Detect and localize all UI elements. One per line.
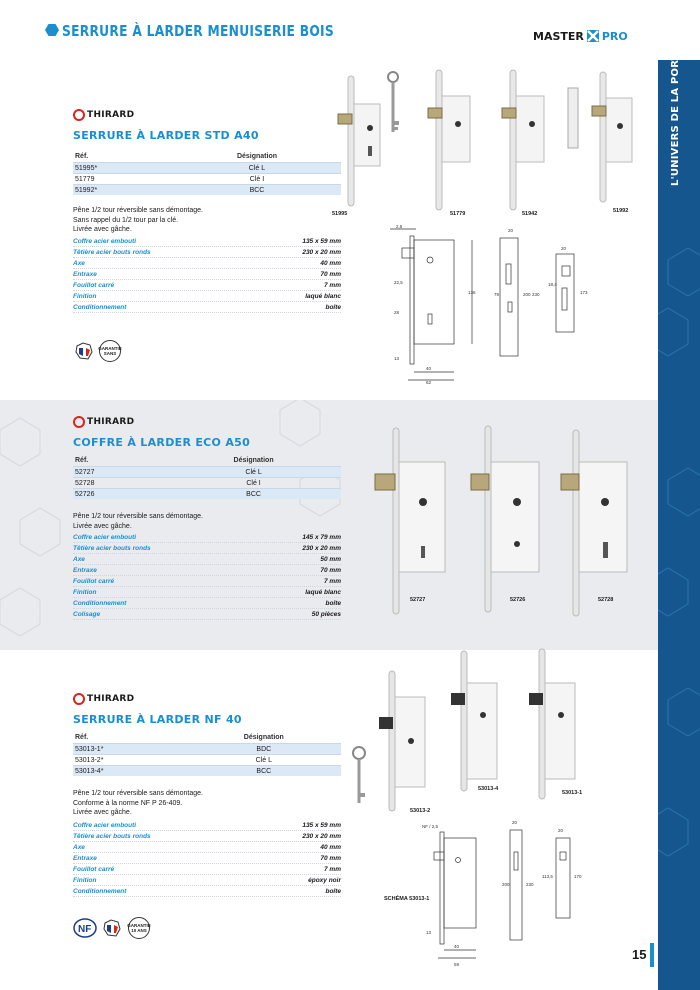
svg-text:62: 62	[426, 380, 432, 384]
svg-text:59: 59	[454, 962, 460, 966]
spec-row: Finition époxy noir	[73, 875, 341, 886]
lock-photos	[345, 645, 595, 825]
image-label: 51779	[450, 211, 466, 217]
col-designation: Désignation	[236, 152, 277, 160]
svg-text:173: 173	[580, 290, 588, 295]
hexagon-bullet-icon	[45, 24, 59, 36]
image-label: 51942	[522, 211, 538, 217]
key-icon	[353, 747, 365, 803]
table-row: 52728 Clé I	[73, 478, 341, 489]
guarantee-badge: GARANTIE 10 ANS	[128, 917, 150, 939]
spec-row: Coffre acier embouti 145 x 79 mm	[73, 532, 341, 543]
page-number-bar	[650, 943, 654, 967]
svg-text:40: 40	[454, 944, 460, 949]
lock-52727	[375, 428, 445, 614]
page-title: SERRURE À LARDER MENUISERIE BOIS	[62, 22, 334, 40]
thirard-logo: THIRARD	[73, 415, 134, 429]
table-row: 53013-2* Clé L	[73, 755, 341, 766]
page-number: 15	[632, 947, 647, 962]
lock-photos	[330, 66, 650, 226]
spec-row: Entraxe 70 mm	[73, 565, 341, 576]
svg-text:NF: NF	[78, 924, 92, 935]
col-ref: Réf.	[75, 733, 89, 741]
image-label: 53013-4	[478, 786, 499, 792]
image-label: 52726	[510, 597, 526, 603]
svg-text:200: 200	[523, 292, 531, 297]
spec-row: Têtière acier bouts ronds 230 x 20 mm	[73, 247, 341, 258]
svg-text:20: 20	[512, 820, 518, 825]
svg-text:40: 40	[426, 366, 432, 371]
svg-text:113,5: 113,5	[542, 874, 553, 879]
guarantee-badge: GARANTIE SANS	[99, 340, 121, 362]
col-ref: Réf.	[75, 152, 89, 160]
spec-row: Coffre acier embouti 135 x 59 mm	[73, 236, 341, 247]
reference-table	[73, 150, 341, 195]
svg-text:230: 230	[532, 292, 540, 297]
spec-row: Finition laqué blanc	[73, 587, 341, 598]
svg-text:170: 170	[574, 874, 582, 879]
table-row: 51995* Clé L	[73, 163, 341, 174]
spec-row: Axe 40 mm	[73, 258, 341, 269]
thirard-ring-icon	[73, 416, 85, 428]
table-row: 53013-1* BDC	[73, 744, 341, 755]
svg-text:13: 13	[426, 930, 432, 935]
spec-row: Axe 50 mm	[73, 554, 341, 565]
spec-list	[73, 820, 341, 897]
svg-text:20: 20	[508, 228, 514, 233]
lock-53013-2	[379, 671, 425, 811]
schema-label: SCHÉMA 53013-1	[384, 896, 430, 902]
spec-row: Têtière acier bouts ronds 230 x 20 mm	[73, 543, 341, 554]
product-description: Pêne 1/2 tour réversible sans démontage. Sans rappel du 1/2 tour par la clé. Livrée avec gâche.	[73, 207, 203, 233]
image-label: 52728	[598, 597, 614, 603]
lock-51992	[568, 72, 632, 202]
image-label: 52727	[410, 597, 426, 603]
lock-52728	[561, 430, 627, 616]
thirard-logo: THIRARD	[73, 692, 134, 706]
spec-row: Finition laqué blanc	[73, 291, 341, 302]
spec-row: Têtière acier bouts ronds 230 x 20 mm	[73, 831, 341, 842]
spec-row: Entraxe 70 mm	[73, 269, 341, 280]
col-designation: Désignation	[243, 733, 284, 741]
nf-logo	[73, 917, 97, 939]
svg-text:22,5: 22,5	[394, 280, 403, 285]
reference-table	[73, 454, 341, 499]
spec-row: Fouillot carré 7 mm	[73, 576, 341, 587]
svg-text:2,5: 2,5	[396, 224, 403, 229]
thirard-ring-icon	[73, 693, 85, 705]
brand-master: MASTER	[533, 29, 584, 43]
france-map-icon	[101, 917, 123, 939]
thirard-ring-icon	[73, 109, 85, 121]
hex-pattern-decoration	[658, 46, 700, 990]
key-icon	[388, 72, 399, 132]
svg-text:20: 20	[558, 828, 564, 833]
table-row: 53013-4* BCC	[73, 766, 341, 777]
svg-text:200: 200	[502, 882, 510, 887]
technical-drawing	[420, 818, 600, 966]
reference-table	[73, 731, 341, 776]
lock-53013-4	[451, 651, 497, 791]
svg-text:79: 79	[494, 292, 500, 297]
spec-row: Fouillot carré 7 mm	[73, 280, 341, 291]
col-designation: Désignation	[233, 456, 274, 464]
side-tab-label: L'UNIVERS DE LA PORTE	[670, 46, 681, 186]
image-label: 51995	[332, 211, 348, 217]
masterpro-star-icon	[585, 28, 601, 44]
lock-52726	[471, 426, 539, 612]
spec-row: Coffre acier embouti 135 x 59 mm	[73, 820, 341, 831]
svg-text:NF / 2,5: NF / 2,5	[422, 824, 439, 829]
image-label: 53013-2	[410, 808, 431, 814]
masterpro-logo	[533, 26, 628, 46]
col-ref: Réf.	[75, 456, 89, 464]
svg-text:28: 28	[394, 310, 400, 315]
side-tab	[658, 46, 700, 990]
image-label: 53013-1	[562, 790, 583, 796]
table-row: 51779 Clé I	[73, 174, 341, 185]
table-row: 52727 Clé L	[73, 467, 341, 478]
section-title: SERRURE À LARDER NF 40	[73, 713, 242, 726]
table-row: 52726 BCC	[73, 489, 341, 500]
spec-row: Conditionnement boîte	[73, 302, 341, 313]
svg-text:20: 20	[561, 246, 567, 251]
svg-text:13: 13	[394, 356, 400, 361]
svg-text:230: 230	[526, 882, 534, 887]
spec-list	[73, 236, 341, 313]
svg-text:18,4: 18,4	[548, 282, 557, 287]
france-map-icon	[73, 340, 95, 362]
image-label: 51992	[613, 208, 629, 214]
product-description: Pêne 1/2 tour réversible sans démontage. Conforme à la norme NF P 26-409. Livrée avec gâche.	[73, 790, 203, 816]
svg-text:136: 136	[468, 290, 476, 295]
spec-row: Axe 40 mm	[73, 842, 341, 853]
spec-row: Conditionnement boîte	[73, 886, 341, 897]
brand-pro: PRO	[601, 29, 628, 43]
section-title: SERRURE À LARDER STD A40	[73, 129, 259, 142]
product-description: Pêne 1/2 tour réversible sans démontage. Livrée avec gâche.	[73, 513, 203, 530]
lock-photos	[365, 422, 655, 622]
lock-53013-1	[529, 649, 575, 799]
spec-row: Entraxe 70 mm	[73, 853, 341, 864]
technical-drawing	[380, 224, 650, 384]
section-title: COFFRE À LARDER ECO A50	[73, 436, 251, 449]
spec-row: Colisage 50 pièces	[73, 609, 341, 620]
spec-row: Fouillot carré 7 mm	[73, 864, 341, 875]
table-row: 51992* BCC	[73, 185, 341, 196]
thirard-logo: THIRARD	[73, 108, 134, 122]
lock-51942	[502, 70, 544, 210]
spec-list	[73, 532, 341, 620]
lock-51995	[338, 76, 380, 206]
spec-row: Conditionnement boîte	[73, 598, 341, 609]
lock-51779	[428, 70, 470, 210]
